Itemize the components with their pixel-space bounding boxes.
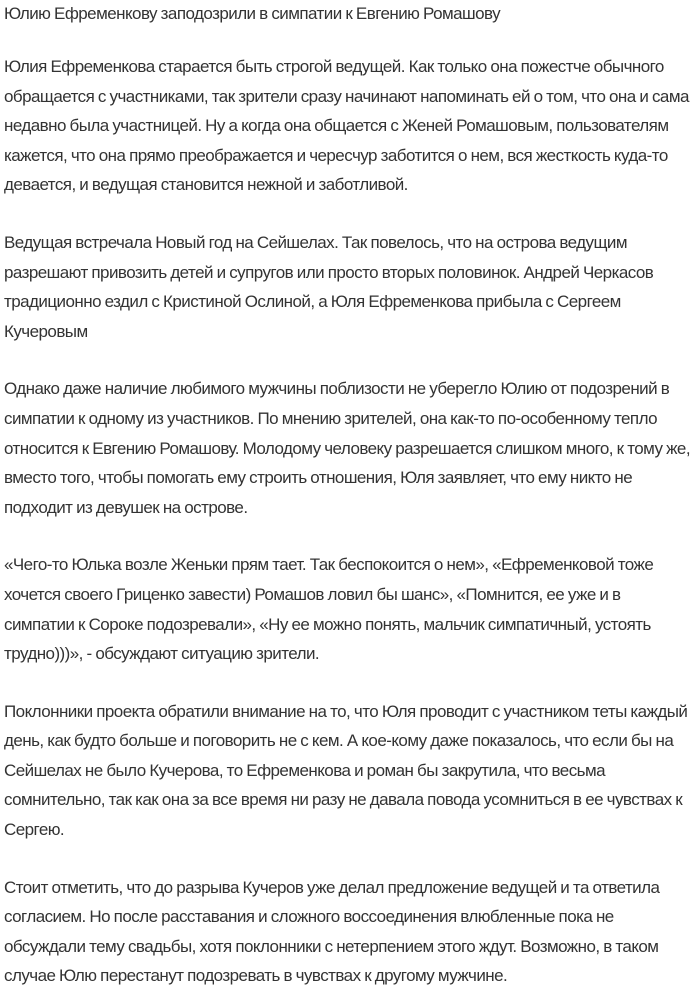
- spacer: [4, 346, 694, 374]
- article-paragraph-1: Юлия Ефременкова старается быть строгой ведущей. Как только она пожестче обычного обращается с участниками, так зрители сразу начинают напоминать ей о том, что она и сама недавно была участницей. Ну а когда она общается с Женей Ромашовым, пользователям кажется, что она прямо преображается и чересчур заботится о нем, вся жесткость куда-то девается, и ведущая становится нежной и заботливой.: [4, 57, 689, 195]
- article-paragraph-6: Стоит отметить, что до разрыва Кучеров уже делал предложение ведущей и та ответила согласием. Но после расставания и сложного воссоединения влюбленные пока не обсуждали тему свадьбы, хотя поклонники с нетерпением этого ждут. Возможно, в таком случае Юлю перестанут подозревать в чувствах к другому мужчине.: [4, 877, 660, 986]
- article-paragraph-2: Ведущая встречала Новый год на Сейшелах. Так повелось, что на острова ведущим разрешают привозить детей и супругов или просто вторых половинок. Андрей Черкасов традиционно ездил с Кристиной Ослиной, а Юля Ефременкова прибыла с Сергеем Кучеровым: [4, 232, 654, 341]
- spacer: [4, 26, 694, 52]
- spacer: [4, 669, 694, 697]
- spacer: [4, 522, 694, 550]
- spacer: [4, 200, 694, 228]
- article: [4, 0, 694, 991]
- article-paragraph-4-quotes: «Чего-то Юлька возле Женьки прям тает. Так беспокоится о нем», «Ефременковой тоже хочется своего Гриценко завести) Ромашов ловил бы шанс», «Помнится, ее уже и в симпатии к Сороке подозревали», «Ну ее можно понять, мальчик симпатичный, устоять трудно)))», - обсуждают ситуацию зрители.: [4, 555, 654, 664]
- spacer: [4, 845, 694, 873]
- article-title: Юлию Ефременкову заподозрили в симпатии к Евгению Ромашову: [4, 4, 501, 23]
- article-paragraph-5: Поклонники проекта обратили внимание на то, что Юля проводит с участником теты каждый день, как будто больше и поговорить не с кем. А кое-кому даже показалось, что если бы на Сейшелах не было Кучерова, то Ефременкова и роман бы закрутила, что весьма сомнительно, так как она за все время ни разу не давала повода усомниться в ее чувствах к Сергею.: [4, 701, 688, 840]
- article-paragraph-3: Однако даже наличие любимого мужчины поблизости не уберегло Юлию от подозрений в симпатии к одному из участников. По мнению зрителей, она как-то по-особенному тепло относится к Евгению Ромашову. Молодому человеку разрешается слишком много, к тому же, вместо того, чтобы помогать ему строить отношения, Юля заявляет, что ему никто не подходит из девушек на острове.: [4, 379, 690, 517]
